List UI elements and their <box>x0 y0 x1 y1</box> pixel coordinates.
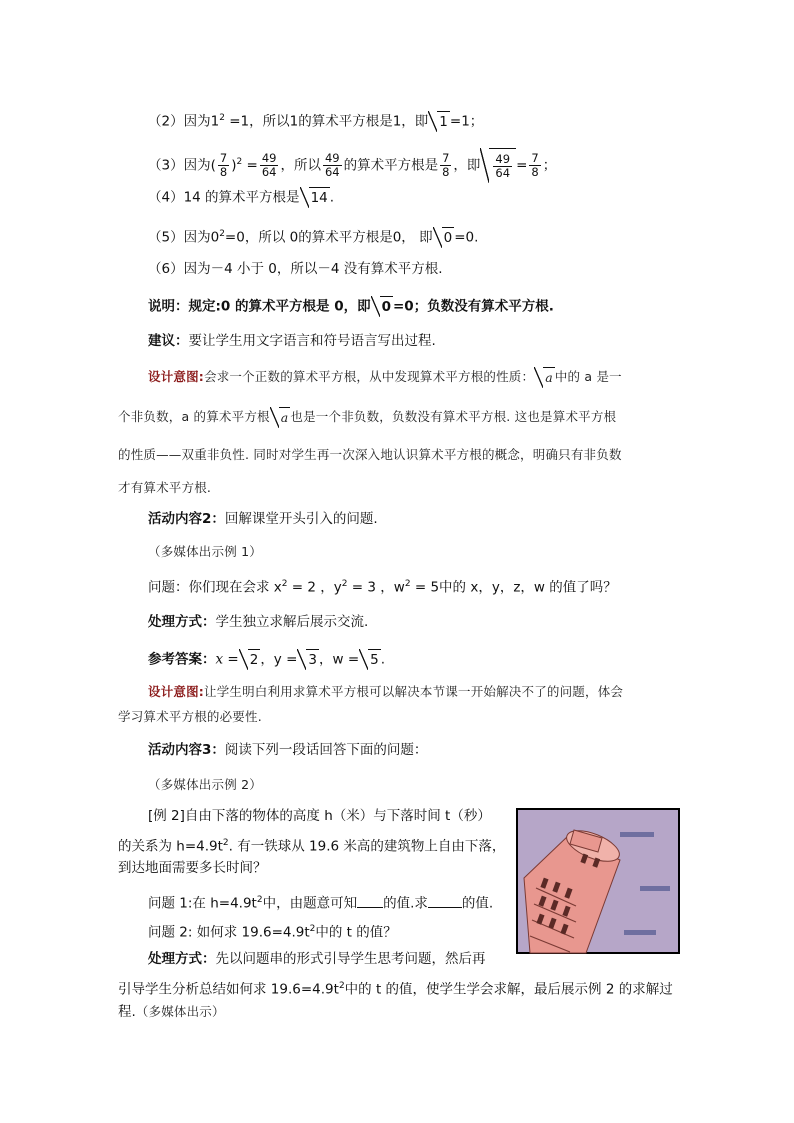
method-1 <box>148 612 368 632</box>
design-intent-1-line-1 <box>148 367 622 388</box>
fraction <box>493 153 512 180</box>
suggestion <box>148 331 436 351</box>
numerator: 49 <box>261 151 277 165</box>
radicand: 1 <box>437 111 450 132</box>
text: 中的 t 的值？ <box>315 924 397 941</box>
text: 让学生明白利用求算术平方根可以解决本节课一开始解决不了的问题，体会 <box>204 684 624 699</box>
sqrt-symbol <box>428 111 450 132</box>
label: 活动内容3： <box>148 742 225 758</box>
exponent: 2 <box>341 579 348 589</box>
text: =0，所以 0的算术平方根是0， 即 <box>224 229 433 246</box>
exponent: 2 <box>219 113 225 123</box>
radicand: 0 <box>442 227 455 248</box>
denominator: 8 <box>219 165 228 179</box>
text: 的值.求 <box>383 895 428 912</box>
text: 的值. <box>461 895 494 912</box>
label: 设计意图: <box>148 684 204 699</box>
exponent: 2 <box>404 579 411 589</box>
text: =0. <box>454 229 479 246</box>
example-2-line-1: [例 2]自由下落的物体的高度 h（米）与下落时间 t（秒） <box>148 808 491 824</box>
sqrt-symbol <box>297 649 319 670</box>
text: 中，由题意可知 <box>262 895 358 912</box>
sqrt-symbol <box>300 187 330 208</box>
numerator: 49 <box>495 151 511 166</box>
question-1 <box>148 890 493 914</box>
text: 个非负数，a 的算术平方根 <box>118 409 270 424</box>
text: （3）因为( <box>148 157 216 174</box>
denominator: 8 <box>531 165 539 179</box>
sqrt-symbol <box>371 296 393 317</box>
sqrt-symbol <box>359 649 381 670</box>
numerator: 7 <box>442 151 450 165</box>
example-2-line-3: 到达地面需要多长时间？ <box>118 860 267 876</box>
activity-3 <box>148 740 427 760</box>
label: 设计意图: <box>148 369 204 384</box>
design-intent-2-line-1 <box>148 682 623 702</box>
text: 要让学生用文字语言和符号语言写出过程. <box>188 333 436 349</box>
exponent: 2 <box>222 838 229 848</box>
question <box>148 574 617 598</box>
label: 活动内容2： <box>148 511 225 527</box>
text: = 3 ，w <box>347 579 405 596</box>
method-2-line-1 <box>148 949 486 969</box>
numerator: 49 <box>324 151 340 165</box>
text: 说明：规定:0 的算术平方根是 0，即 <box>148 298 371 315</box>
solution-item-4 <box>148 187 334 208</box>
activity-2 <box>148 509 378 529</box>
text: = 5中的 x，y，z，w 的值了吗？ <box>410 579 617 596</box>
text: （4）14 的算术平方根是 <box>148 189 300 206</box>
text: （多媒体出示） <box>135 1004 225 1019</box>
exponent: 2 <box>256 895 263 905</box>
exponent: 2 <box>309 924 316 934</box>
text: 先以问题串的形式引导学生思考问题，然后再 <box>215 951 486 967</box>
text: 会求一个正数的算术平方根，从中发现算术平方根的性质： <box>204 369 535 384</box>
question-2 <box>148 919 397 943</box>
text: x = <box>215 651 239 668</box>
text: 中的 a 是一 <box>554 369 622 384</box>
text: . 有一铁球从 19.6 米高的建筑物上自由下落， <box>228 838 506 855</box>
text: （5）因为0 <box>148 229 220 246</box>
text: 的算术平方根是 <box>343 157 439 174</box>
radicand: 3 <box>306 649 319 670</box>
sqrt-symbol <box>534 367 555 388</box>
example-2-line-2 <box>118 833 505 857</box>
text: 学生独立求解后展示交流. <box>215 614 369 630</box>
fill-blank <box>357 893 383 908</box>
fraction <box>440 152 451 179</box>
design-intent-1-line-4: 才有算术平方根. <box>118 480 212 495</box>
text: = <box>242 157 258 174</box>
label: 处理方式： <box>148 614 216 630</box>
text: ) <box>231 157 237 174</box>
sqrt-symbol <box>433 227 455 248</box>
design-intent-1-line-2 <box>118 407 616 428</box>
text: 引导学生分析总结如何求 19.6=4.9t <box>118 981 339 998</box>
text: ，即 <box>453 157 481 174</box>
fraction <box>529 152 540 179</box>
exponent: 2 <box>219 229 225 239</box>
text: 问题 2: 如何求 19.6=4.9t <box>148 924 310 941</box>
fraction <box>218 152 229 179</box>
text: 中的 t 的值，使学生学会求解，最后展示例 2 的求解过 <box>344 981 673 998</box>
text: 问题：你们现在会求 x <box>148 579 282 596</box>
text: 的关系为 h=4.9t <box>118 838 223 855</box>
radicand: 2 <box>248 649 261 670</box>
text: =1，所以1的算术平方根是1，即 <box>224 113 429 130</box>
media-note-1: （多媒体出示例 1） <box>148 544 262 559</box>
text: 阅读下列一段话回答下面的问题： <box>224 742 428 758</box>
reference-answer <box>148 649 385 670</box>
text: ； <box>542 157 557 174</box>
denominator: 64 <box>261 165 277 179</box>
numerator: 7 <box>531 151 539 165</box>
sqrt-symbol <box>270 407 291 428</box>
text: 回解课堂开头引入的问题. <box>224 511 378 527</box>
method-2-line-2 <box>118 976 673 1000</box>
text: ，所以 <box>280 157 321 174</box>
text: =0；负数没有算术平方根. <box>393 298 554 315</box>
leaning-tower-illustration <box>516 808 680 954</box>
method-2-line-3 <box>118 1002 225 1022</box>
text: . <box>329 189 335 206</box>
design-intent-2-line-2: 学习算术平方根的必要性. <box>118 709 262 724</box>
text: 程. <box>118 1004 136 1020</box>
text: 也是一个非负数，负数没有算术平方根. 这也是算术平方根 <box>290 409 617 424</box>
label: 建议： <box>148 333 189 349</box>
exponent: 2 <box>338 981 345 991</box>
label: 处理方式： <box>148 951 216 967</box>
fill-blank <box>428 893 462 908</box>
radicand: a <box>543 367 555 388</box>
text: （2）因为1 <box>148 113 220 130</box>
solution-item-2 <box>148 108 483 132</box>
text: 问题 1:在 h=4.9t <box>148 895 257 912</box>
text: = <box>516 157 528 174</box>
numerator: 7 <box>219 151 228 165</box>
radicand: 5 <box>368 649 381 670</box>
text: ，w = <box>319 651 360 668</box>
sqrt-symbol <box>480 148 516 183</box>
solution-item-3 <box>148 145 556 183</box>
text: . <box>380 651 386 668</box>
exponent: 2 <box>281 579 288 589</box>
label: 参考答案： <box>148 651 216 668</box>
radicand: 14 <box>309 187 330 208</box>
fraction <box>323 152 342 179</box>
text: ，y = <box>260 651 298 668</box>
text: = 2 ，y <box>287 579 342 596</box>
denominator: 64 <box>324 165 340 179</box>
radicand <box>489 148 516 183</box>
fraction <box>260 152 279 179</box>
media-note-2: （多媒体出示例 2） <box>148 777 262 792</box>
text: =1； <box>449 113 484 130</box>
rule-note <box>148 296 554 317</box>
design-intent-1-line-3: 的性质——双重非负性. 同时对学生再一次深入地认识算术平方根的概念，明确只有非负数 <box>118 447 622 462</box>
radicand: a <box>279 407 291 428</box>
solution-item-5 <box>148 224 478 248</box>
radicand: 0 <box>380 296 393 317</box>
sqrt-symbol <box>239 649 261 670</box>
solution-item-6: （6）因为－4 小于 0，所以－4 没有算术平方根. <box>148 261 443 277</box>
denominator: 8 <box>442 165 450 179</box>
denominator: 64 <box>495 165 511 180</box>
exponent: 2 <box>236 157 243 167</box>
